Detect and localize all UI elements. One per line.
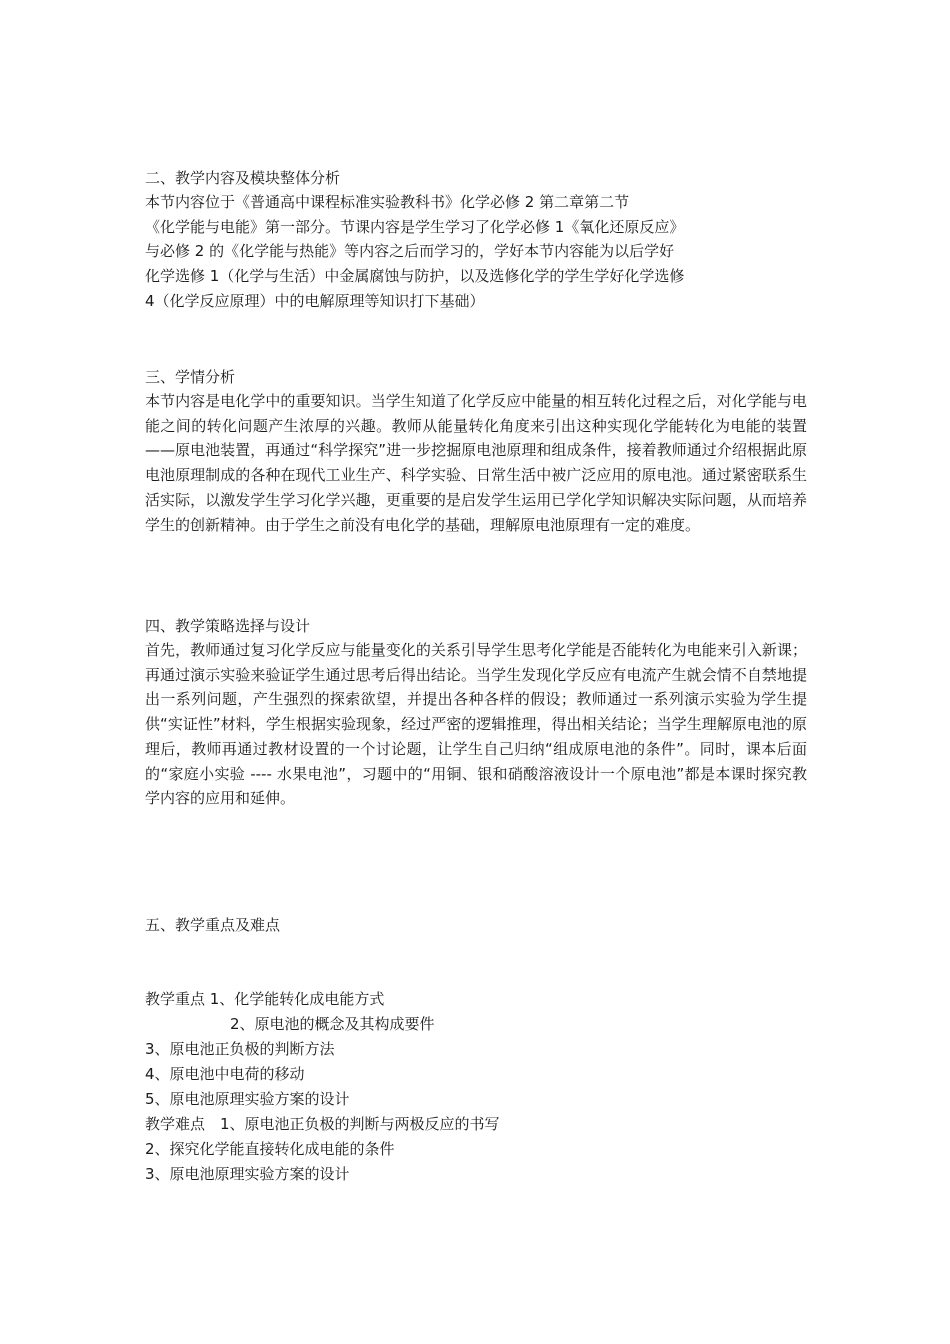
section4-body: 首先，教师通过复习化学反应与能量变化的关系引导学生思考化学能是否能转化为电能来引入新课；再通过演示实验来验证学生通过思考后得出结论。当学生发现化学反应有电流产生就会情不自禁地提出一系列问题，产生强烈的探索欲望，并提出各种各样的假设；教师通过一系列演示实验为学生提供“实证性”材料，学生根据实验现象，经过严密的逻辑推理，得出相关结论；当学生理解原电池的原理后，教师再通过教材设置的一个讨论题，让学生自己归纳“组成原电池的条件”。同时，课本后面的“家庭小实验 ---- 水果电池”，习题中的“用铜、银和硝酸溶液设计一个原电池”都是本课时探究教学内容的应用和延伸。 — [145, 641, 807, 808]
key-point-item: 教学重点 1、化学能转化成电能方式 — [145, 990, 385, 1008]
section2-heading: 二、教学内容及模块整体分析 — [145, 169, 341, 187]
section2-line: 本节内容位于《普通高中课程标准实验教科书》化学必修 2 第二章第二节 — [145, 193, 630, 211]
difficulty-item: 3、原电池原理实验方案的设计 — [145, 1165, 350, 1183]
section2-line: 《化学能与电能》第一部分。节课内容是学生学习了化学必修 1《氧化还原反应》 — [145, 218, 685, 236]
key-point-item: 4、原电池中电荷的移动 — [145, 1065, 305, 1083]
key-point-item: 5、原电池原理实验方案的设计 — [145, 1090, 350, 1108]
difficulty-item: 教学难点 1、原电池正负极的判断与两极反应的书写 — [145, 1115, 500, 1133]
section2-line: 与必修 2 的《化学能与热能》等内容之后而学习的，学好本节内容能为以后学好 — [145, 242, 675, 260]
section2-line: 化学选修 1（化学与生活）中金属腐蚀与防护，以及选修化学的学生学好化学选修 — [145, 267, 685, 285]
section3-body: 本节内容是电化学中的重要知识。当学生知道了化学反应中能量的相互转化过程之后，对化学能与电能之间的转化问题产生浓厚的兴趣。教师从能量转化角度来引出这种实现化学能转化为电能的装置——原电池装置，再通过“科学探究”进一步挖掘原电池原理和组成条件，接着教师通过介绍根据此原电池原理制成的各种在现代工业生产、科学实验、日常生活中被广泛应用的原电池。通过紧密联系生活实际，以激发学生学习化学兴趣，更重要的是启发学生运用已学化学知识解决实际问题，从而培养学生的创新精神。由于学生之前没有电化学的基础，理解原电池原理有一定的难度。 — [145, 392, 807, 534]
section3-heading: 三、学情分析 — [145, 368, 236, 386]
key-point-item: 3、原电池正负极的判断方法 — [145, 1040, 335, 1058]
section4-heading: 四、教学策略选择与设计 — [145, 617, 311, 635]
key-point-item: 2、原电池的概念及其构成要件 — [230, 1015, 435, 1033]
section2-line: 4（化学反应原理）中的电解原理等知识打下基础） — [145, 292, 485, 310]
difficulty-item: 2、探究化学能直接转化成电能的条件 — [145, 1140, 395, 1158]
section5-heading: 五、教学重点及难点 — [145, 916, 281, 934]
